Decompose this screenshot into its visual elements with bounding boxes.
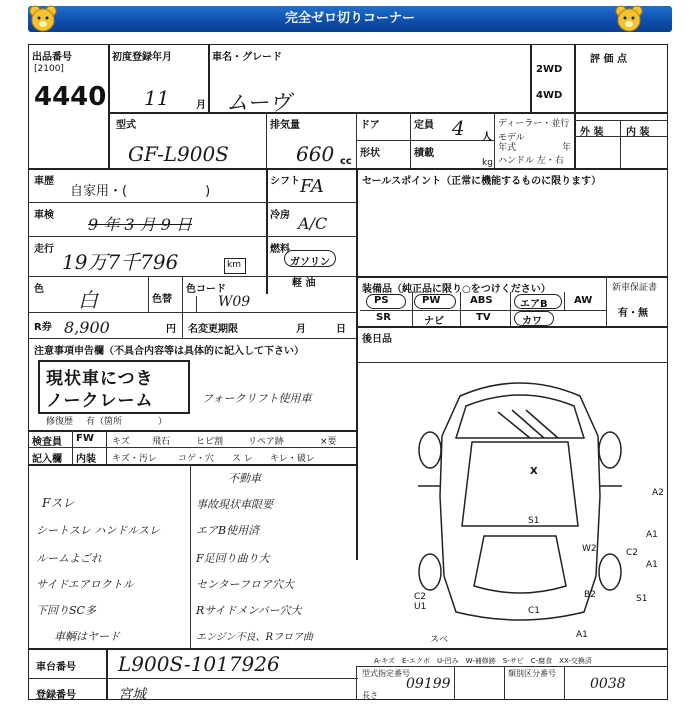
inspection-value: 9 年 3 月 9 日	[88, 215, 192, 234]
fuel-label: 燃料	[270, 244, 290, 255]
interior-label: 内 装	[626, 127, 650, 138]
equip-airbag: エアB	[520, 299, 548, 310]
ac-value: A/C	[298, 214, 328, 233]
mileage-label: 走行	[34, 244, 54, 255]
code-interior: 内装	[76, 454, 96, 465]
usage-label: 車歴	[34, 176, 54, 187]
comment-left-2: シートスレ ハンドルスレ	[36, 524, 161, 537]
length-label: 長さ	[362, 691, 378, 700]
mark-a1-bottom: A1	[576, 630, 588, 640]
equip-ps: PS	[374, 295, 389, 306]
inspector-label: 検査員	[32, 437, 62, 448]
equip-leather: カワ	[522, 316, 542, 327]
code-scratch-dirt: キズ・汚レ	[112, 454, 157, 464]
lot-label: 出品番号	[32, 52, 72, 63]
displacement-label: 排気量	[270, 120, 300, 131]
equipment-label: 装備品（純正品に限り○をつけください）	[362, 284, 551, 295]
exterior-label: 外 装	[580, 127, 604, 138]
notes-label: 注意事項申告欄（不具合内容等は具体的に記入して下さい）	[34, 346, 304, 357]
history-value: 有（箇所 ）	[86, 417, 168, 427]
chassis-label: 車台番号	[36, 662, 76, 673]
comment-left-6: 車輌はヤード	[54, 630, 120, 643]
equip-pw: PW	[422, 295, 441, 306]
warranty-value: 有・無	[618, 308, 648, 319]
color-label: 色	[34, 284, 44, 295]
model-desig-value: 09199	[406, 676, 451, 692]
equip-tv: TV	[476, 312, 491, 323]
code-wear: ス レ	[232, 454, 253, 464]
drive-2wd: 2WD	[536, 64, 563, 75]
model-desig-label: 型式指定番号	[362, 669, 410, 678]
reg-year: 11	[144, 86, 170, 110]
recycle-unit: 円	[166, 324, 176, 335]
code-chip: 飛石	[152, 437, 171, 447]
code-burn: コゲ・穴	[178, 454, 215, 464]
type-label: 型式	[116, 120, 136, 131]
mark-c1: C1	[528, 606, 541, 616]
comment-right-3: エアB使用済	[196, 524, 260, 537]
code-crack: ヒビ割	[196, 437, 224, 447]
mark-sube: スベ	[430, 635, 449, 645]
reg-month-unit: 月	[196, 100, 206, 111]
damage-legend: A-キズ E-エクボ U-凹み W-補修跡 S-サビ C-腐食 XX-交換済	[374, 657, 592, 665]
model-year-unit: 年	[562, 143, 572, 153]
door-label: ドア	[360, 120, 380, 131]
class-label: 類別区分番号	[508, 669, 556, 678]
comment-right-2: 事故現状車限要	[196, 498, 273, 511]
drive-4wd: 4WD	[536, 90, 563, 101]
equip-sr: SR	[376, 312, 391, 323]
comment-right-4: F足回り曲り大	[196, 552, 270, 565]
car-name: ムーヴ	[226, 91, 291, 116]
load-unit: kg	[482, 158, 493, 168]
mark-s1-right: S1	[636, 594, 648, 604]
model-year-label2: 年式	[498, 143, 517, 153]
code-scratch: キズ	[112, 437, 130, 447]
fuel-light: 軽 油	[292, 278, 316, 289]
mark-s1: S1	[528, 516, 540, 526]
code-tear: キレ・破レ	[270, 454, 315, 464]
mileage-value: 19万7千796	[62, 250, 179, 274]
colorname-label: 色替	[152, 294, 172, 305]
shape-label: 形状	[360, 148, 380, 159]
lot-sub: [2100]	[34, 64, 64, 74]
comment-right-5: センターフロア穴大	[196, 578, 295, 591]
ac-label: 冷房	[270, 210, 290, 221]
fuel-petrol: ガソリン	[290, 257, 330, 268]
entry-label: 記入欄	[32, 454, 62, 465]
sales-point-label: セールスポイント（正常に機能するものに限ります）	[362, 176, 602, 187]
mark-u1: U1	[414, 602, 427, 612]
mark-a2: A2	[652, 488, 664, 498]
colorcode-value: W09	[218, 294, 251, 310]
bear-mascot-icon	[28, 4, 58, 34]
load-label: 積載	[414, 148, 434, 159]
shift-value: FA	[300, 176, 324, 197]
capacity-label: 定員	[414, 120, 434, 131]
comment-left-4: サイドエアロクトル	[36, 578, 134, 591]
equip-abs: ABS	[470, 295, 493, 306]
mark-a1-right2: A1	[646, 560, 658, 570]
chassis-number: L900S-1017926	[118, 652, 280, 676]
plate-value: 宮城	[118, 687, 146, 703]
mark-c2-right: C2	[626, 548, 639, 558]
displacement-value: 660	[296, 142, 335, 166]
comment-left-1: Fスレ	[42, 496, 75, 510]
mark-b2: B2	[584, 590, 596, 600]
model-year-label1: モデル	[498, 133, 525, 143]
mileage-unit: km	[227, 260, 241, 270]
forklift-note: フォークリフト使用車	[202, 392, 312, 405]
shift-label: シフト	[270, 176, 300, 187]
banner-title: 完全ゼロ切りコーナー	[28, 6, 672, 32]
dealer-label: ディーラー・並行	[498, 119, 570, 129]
stamp-line2: ノークレーム	[46, 391, 154, 411]
recycle-label: R券	[34, 322, 52, 333]
class-value: 0038	[590, 676, 626, 692]
recycle-value: 8,900	[64, 318, 110, 337]
mark-c2-left: C2	[414, 592, 427, 602]
car-damage-diagram	[400, 376, 640, 646]
mark-w2: W2	[582, 544, 597, 554]
capacity-value: 4	[452, 116, 465, 140]
plate-label: 登録番号	[36, 690, 76, 701]
bear-mascot-icon	[614, 4, 644, 34]
reg-label: 初度登録年月	[112, 52, 172, 63]
stamp-line1: 現状車につき	[46, 369, 154, 389]
code-need: ×要	[320, 437, 337, 447]
name-label: 車名・グレード	[212, 52, 282, 63]
mark-x: X	[530, 466, 538, 477]
comment-right-6: Rサイドメンバー穴大	[196, 604, 302, 617]
equip-aw: AW	[574, 295, 593, 306]
day-label: 日	[336, 324, 346, 335]
history-label: 修復歴	[46, 417, 74, 427]
color-value: 白	[78, 288, 98, 312]
inspection-label: 車検	[34, 210, 54, 221]
namechange-label: 名変更期限	[188, 324, 238, 335]
comment-left-3: ルームよごれ	[36, 552, 102, 565]
type-value: GF-L900S	[128, 142, 229, 166]
month-label: 月	[296, 324, 306, 335]
colorcode-label: 色コード	[186, 284, 226, 295]
handle-label: ハンドル 左・右	[498, 156, 564, 166]
code-fw: FW	[76, 433, 94, 444]
equip-navi: ナビ	[424, 316, 444, 327]
code-repair: リペア跡	[248, 437, 284, 447]
after-label: 後日品	[362, 334, 392, 345]
warranty-label: 新車保証書	[612, 283, 658, 293]
usage-value: 自家用・( )	[70, 184, 211, 199]
mark-a1-right: A1	[646, 530, 658, 540]
comment-left-5: 下回りSC多	[36, 604, 96, 617]
lot-number: 4440	[34, 82, 107, 112]
comment-right-1: 不動車	[228, 472, 261, 485]
capacity-unit: 人	[482, 132, 492, 143]
comment-right-7: エンジン不良、Rフロア曲	[196, 632, 314, 643]
displacement-unit: cc	[340, 156, 352, 167]
score-label: 評 価 点	[590, 54, 627, 65]
